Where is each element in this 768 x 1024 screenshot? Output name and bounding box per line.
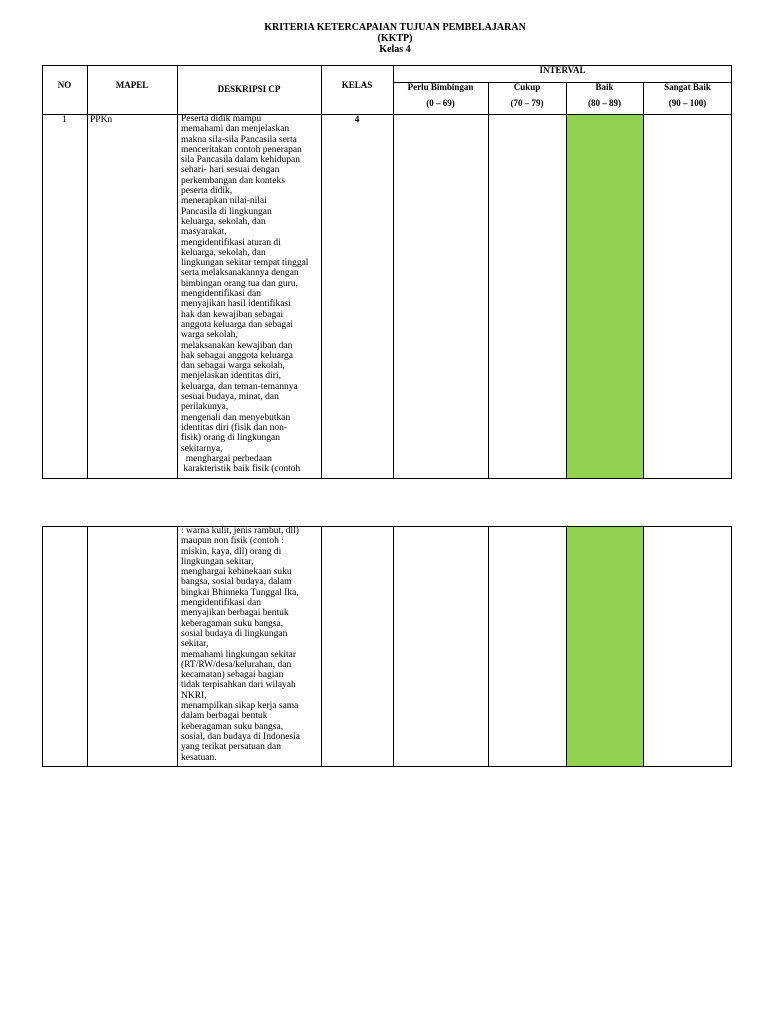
deskripsi-line: dan sebagai warga sekolah,	[181, 361, 285, 372]
deskripsi-line: menerapkan nilai-nilai	[181, 196, 267, 207]
col-divider-sangat-baik	[643, 82, 644, 479]
deskripsi-line: sosial budaya di lingkungan	[181, 628, 288, 639]
deskripsi-line: sila Pancasila dalam kehidupan	[181, 155, 300, 166]
deskripsi-line: tidak terpisahkan dari wilayah	[181, 680, 296, 691]
col-divider-sangat-baik	[643, 526, 644, 767]
col-divider-kelas	[321, 526, 322, 767]
table-border-right	[731, 526, 732, 767]
deskripsi-line: menghargai kebinekaan suku	[181, 567, 292, 578]
col-divider-baik	[566, 526, 567, 767]
header-cukup: Cukup	[513, 82, 541, 92]
table-border-left	[42, 526, 43, 767]
deskripsi-line: menghargai perbedaan	[181, 453, 272, 464]
deskripsi-line: menjelaskan identitas diri,	[181, 371, 281, 382]
header-deskripsi: DESKRIPSI CP	[217, 84, 281, 94]
deskripsi-line: kesatuan.	[181, 752, 217, 763]
header-baik-range: (80 – 89)	[588, 98, 621, 108]
deskripsi-line: sosial, dan budaya di Indonesia	[181, 731, 300, 742]
deskripsi-line: lingkungan sekitar tempat tinggal	[181, 258, 309, 269]
deskripsi-line: sesuai budaya, minat, dan	[181, 392, 279, 403]
baik-highlight-cell	[566, 526, 643, 766]
deskripsi-line: dalam berbagai bentuk	[181, 711, 268, 722]
document-class-label: Kelas 4	[379, 44, 411, 55]
header-perlu-bimbingan-range: (0 – 69)	[426, 98, 455, 108]
deskripsi-line: keluarga, dan teman-temannya	[181, 381, 298, 392]
deskripsi-line: makna sila-sila Pancasila serta	[181, 134, 297, 145]
deskripsi-line: sekitar,	[181, 639, 209, 650]
deskripsi-line: hak sebagai anggota keluarga	[181, 350, 293, 361]
header-no: NO	[57, 80, 72, 90]
deskripsi-line: keberagaman suku bangsa,	[181, 721, 284, 732]
deskripsi-line: Pancasila di lingkungan	[181, 206, 272, 217]
deskripsi-line: hak dan kewajiban sebagai	[181, 309, 284, 320]
deskripsi-line: perilakunya,	[181, 402, 229, 413]
deskripsi-line: mengidentifikasi dan	[181, 598, 261, 609]
col-divider-cukup	[488, 526, 489, 767]
deskripsi-line: bangsa, sosial budaya, dalam	[181, 577, 292, 588]
deskripsi-line: menampilkan sikap kerja sama	[181, 701, 299, 712]
deskripsi-line: peserta didik,	[181, 186, 233, 197]
deskripsi-line: identitas diri (fisik dan non-	[181, 422, 288, 433]
col-divider-baik	[566, 82, 567, 479]
kktp-table-continued	[42, 526, 732, 767]
deskripsi-line: karakteristik baik fisik (contoh	[181, 464, 301, 475]
baik-highlight-cell	[566, 114, 643, 478]
deskripsi-line: menyajikan hasil identifikasi	[181, 299, 291, 310]
deskripsi-line: (RT/RW/desa/kelurahan, dan	[181, 659, 292, 670]
col-divider-mapel	[87, 526, 88, 767]
header-kelas: KELAS	[341, 80, 373, 90]
deskripsi-line: anggota keluarga dan sebagai	[181, 319, 293, 330]
deskripsi-line: mengenali dan menyebutkan	[181, 412, 291, 423]
deskripsi-line: NKRI,	[181, 690, 207, 701]
header-mapel: MAPEL	[115, 80, 149, 90]
document-title: KRITERIA KETERCAPAIAN TUJUAN PEMBELAJARAN	[264, 22, 526, 33]
col-divider-kelas	[321, 65, 322, 479]
row-kelas: 4	[354, 115, 360, 125]
deskripsi-line: miskin, kaya, dll) orang di	[181, 546, 282, 557]
deskripsi-line: warga sekolah,	[181, 330, 238, 341]
deskripsi-line: kecamatan) sebagai bagian	[181, 670, 284, 681]
col-divider-mapel	[87, 65, 88, 479]
deskripsi-line: keluarga, sekolah, dan	[181, 247, 266, 258]
deskripsi-line: Peserta didik mampu	[181, 114, 262, 124]
deskripsi-line: menceritakan contoh penerapan	[181, 144, 302, 155]
deskripsi-line: bingkai Bhinneka Tunggal Ika,	[181, 587, 299, 598]
deskripsi-line: lingkungan sekitar,	[181, 556, 254, 567]
deskripsi-line: fisik) orang di lingkungan	[181, 433, 280, 444]
row-no: 1	[62, 115, 67, 125]
header-sangat-baik-range: (90 – 100)	[668, 98, 707, 108]
deskripsi-line: mengidentifikasi dan	[181, 289, 261, 300]
table-border-right	[731, 65, 732, 479]
deskripsi-line: yang terikat persatuan dan	[181, 742, 281, 753]
col-divider-deskripsi	[177, 65, 178, 479]
kktp-table	[42, 65, 732, 479]
table-border-top	[42, 526, 732, 527]
deskripsi-line: keberagaman suku bangsa,	[181, 618, 284, 629]
col-divider-interval	[393, 526, 394, 767]
table-border-bottom	[42, 766, 732, 767]
deskripsi-line: memahami lingkungan sekitar	[181, 649, 297, 660]
row-mapel: PPKn	[90, 115, 113, 125]
table-border-left	[42, 65, 43, 479]
deskripsi-line: sehari- hari sesuai dengan	[181, 165, 280, 176]
row-deskripsi-continued	[181, 526, 300, 763]
header-sangat-baik: Sangat Baik	[664, 82, 711, 92]
header-baik: Baik	[595, 82, 614, 92]
row-deskripsi	[181, 114, 308, 474]
document-subtitle: (KKTP)	[377, 33, 413, 44]
deskripsi-line: masyarakat,	[181, 227, 227, 238]
table-border-bottom	[42, 478, 732, 479]
header-cukup-range: (70 – 79)	[510, 98, 544, 108]
col-divider-interval	[393, 65, 394, 479]
deskripsi-line: bimbingan orang tua dan guru,	[181, 278, 298, 289]
deskripsi-line: memahami dan menjelaskan	[181, 124, 290, 135]
deskripsi-line: : warna kulit, jenis rambut, dll)	[181, 526, 299, 536]
col-divider-cukup	[488, 82, 489, 479]
deskripsi-line: menyajikan berbagai bentuk	[181, 608, 289, 619]
header-perlu-bimbingan: Perlu Bimbingan	[407, 82, 474, 92]
deskripsi-line: mengidentifikasi aturan di	[181, 237, 281, 248]
deskripsi-line: keluarga, sekolah, dan	[181, 216, 266, 227]
deskripsi-line: melaksanakan kewajiban dan	[181, 340, 293, 351]
deskripsi-line: sekitarnya,	[181, 443, 223, 454]
col-divider-deskripsi	[177, 526, 178, 767]
deskripsi-line: perkembangan dan konteks	[181, 175, 285, 186]
deskripsi-line: maupun non fisik (contoh :	[181, 536, 284, 547]
deskripsi-line: serta melaksanakannya dengan	[181, 268, 299, 279]
header-interval: INTERVAL	[539, 65, 586, 75]
